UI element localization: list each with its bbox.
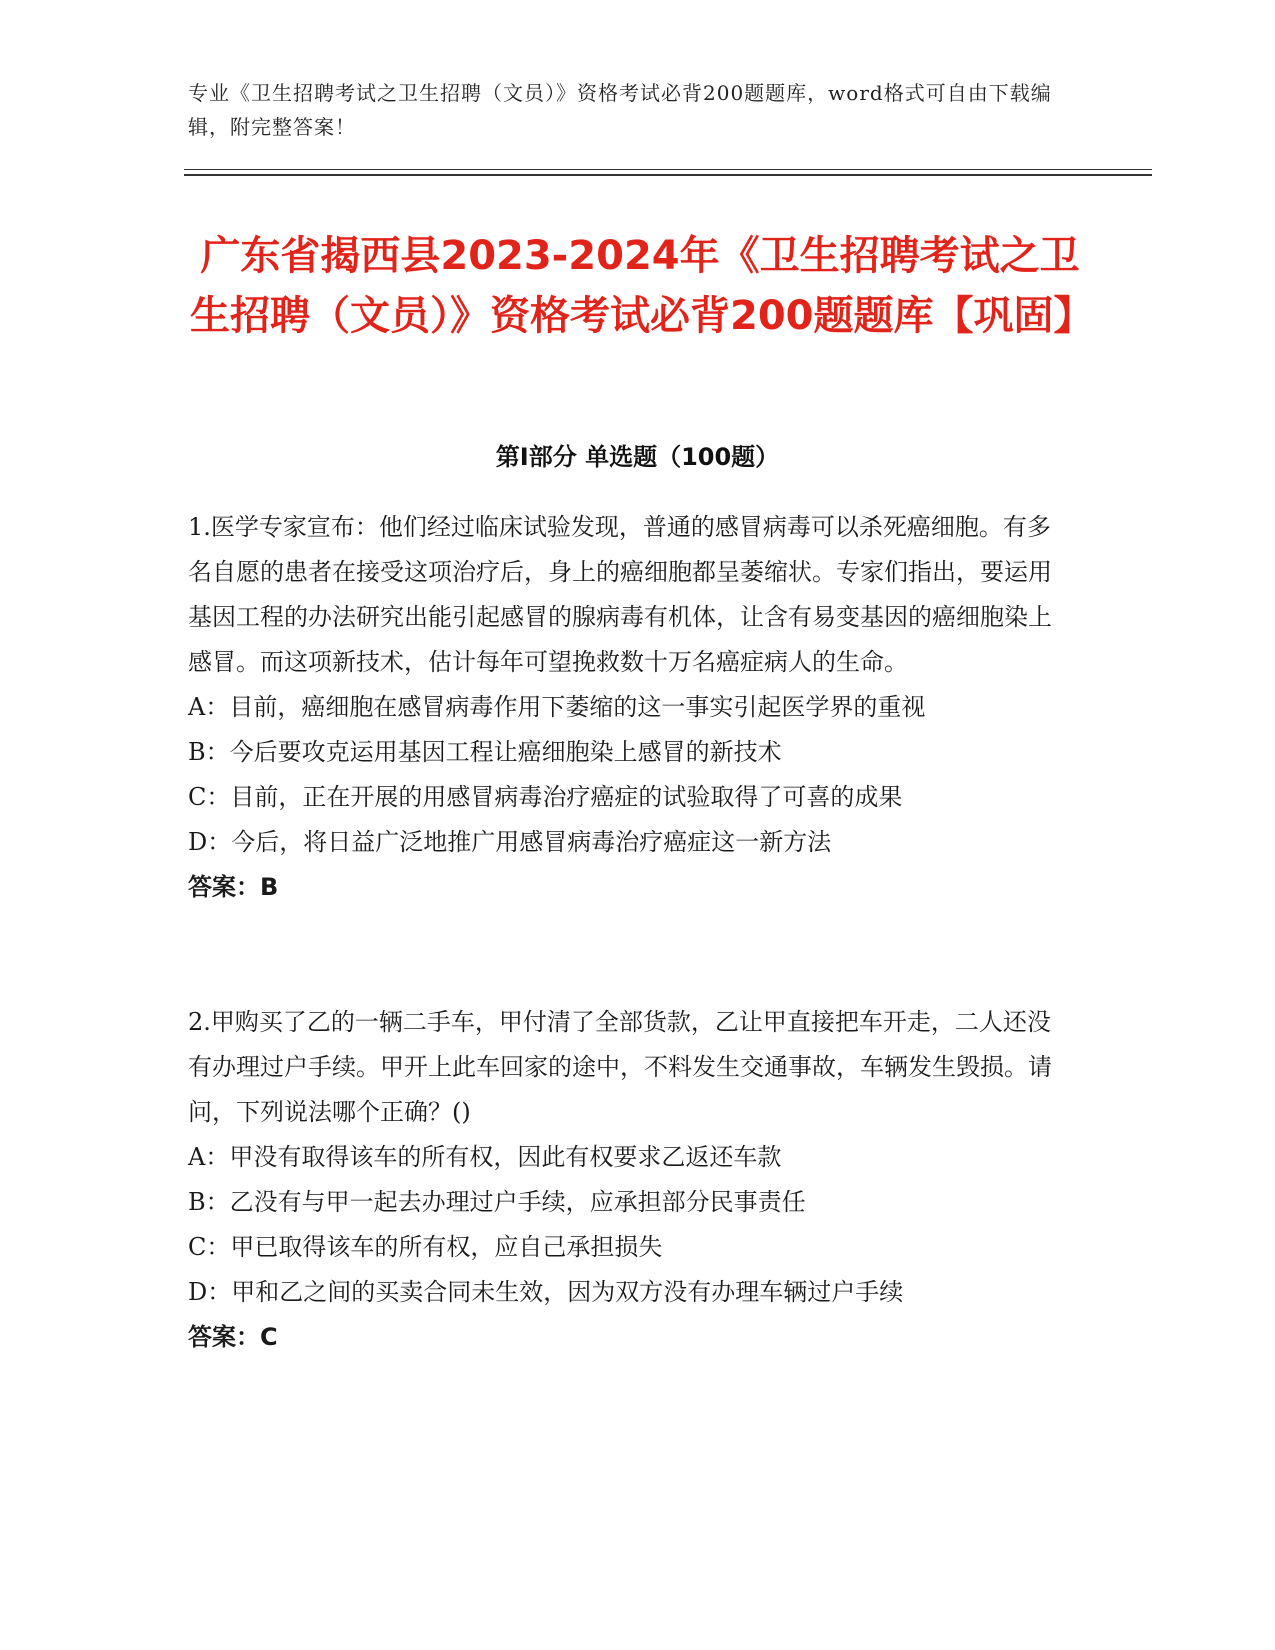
header-divider-thick [184,174,1152,176]
option-a: A：甲没有取得该车的所有权，因此有权要求乙返还车款 [188,1143,782,1171]
option-c: C：目前，正在开展的用感冒病毒治疗癌症的试验取得了可喜的成果 [188,783,903,811]
header-divider-thin [184,169,1152,170]
answer: 答案：C [188,1323,278,1351]
answer: 答案：B [188,873,279,901]
option-b: B：今后要攻克运用基因工程让癌细胞染上感冒的新技术 [188,738,782,766]
option-b: B：乙没有与甲一起去办理过户手续，应承担部分民事责任 [188,1188,806,1216]
question-stem: 2.甲购买了乙的一辆二手车，甲付清了全部货款，乙让甲直接把车开走，二人还没有办理过户手续。甲开上此车回家的途中，不料发生交通事故，车辆发生毁损。请问，下列说法哪个正确？() [188,1008,1052,1126]
option-d: D：今后，将日益广泛地推广用感冒病毒治疗癌症这一新方法 [188,828,832,856]
document-title: 广东省揭西县2023-2024年《卫生招聘考试之卫生招聘（文员）》资格考试必背200题题库【巩固】 [190,233,1094,339]
header-note: 专业《卫生招聘考试之卫生招聘（文员）》资格考试必背200题题库，word格式可自由下载编辑，附完整答案！ [188,81,1052,139]
option-a: A：目前，癌细胞在感冒病毒作用下萎缩的这一事实引起医学界的重视 [188,693,926,721]
question-2 [188,1000,1068,1360]
question-stem: 1.医学专家宣布：他们经过临床试验发现，普通的感冒病毒可以杀死癌细胞。有多名自愿的患者在接受这项治疗后，身上的癌细胞都呈萎缩状。专家们指出，要运用基因工程的办法研究出能引起感冒的腺病毒有机体，让含有易变基因的癌细胞染上感冒。而这项新技术，估计每年可望挽救数十万名癌症病人的生命。 [188,513,1052,676]
option-c: C：甲已取得该车的所有权，应自己承担损失 [188,1233,663,1261]
question-1 [188,505,1068,910]
option-d: D：甲和乙之间的买卖合同未生效，因为双方没有办理车辆过户手续 [188,1278,904,1306]
section-title: 第Ⅰ部分 单选题（100题） [495,443,780,471]
